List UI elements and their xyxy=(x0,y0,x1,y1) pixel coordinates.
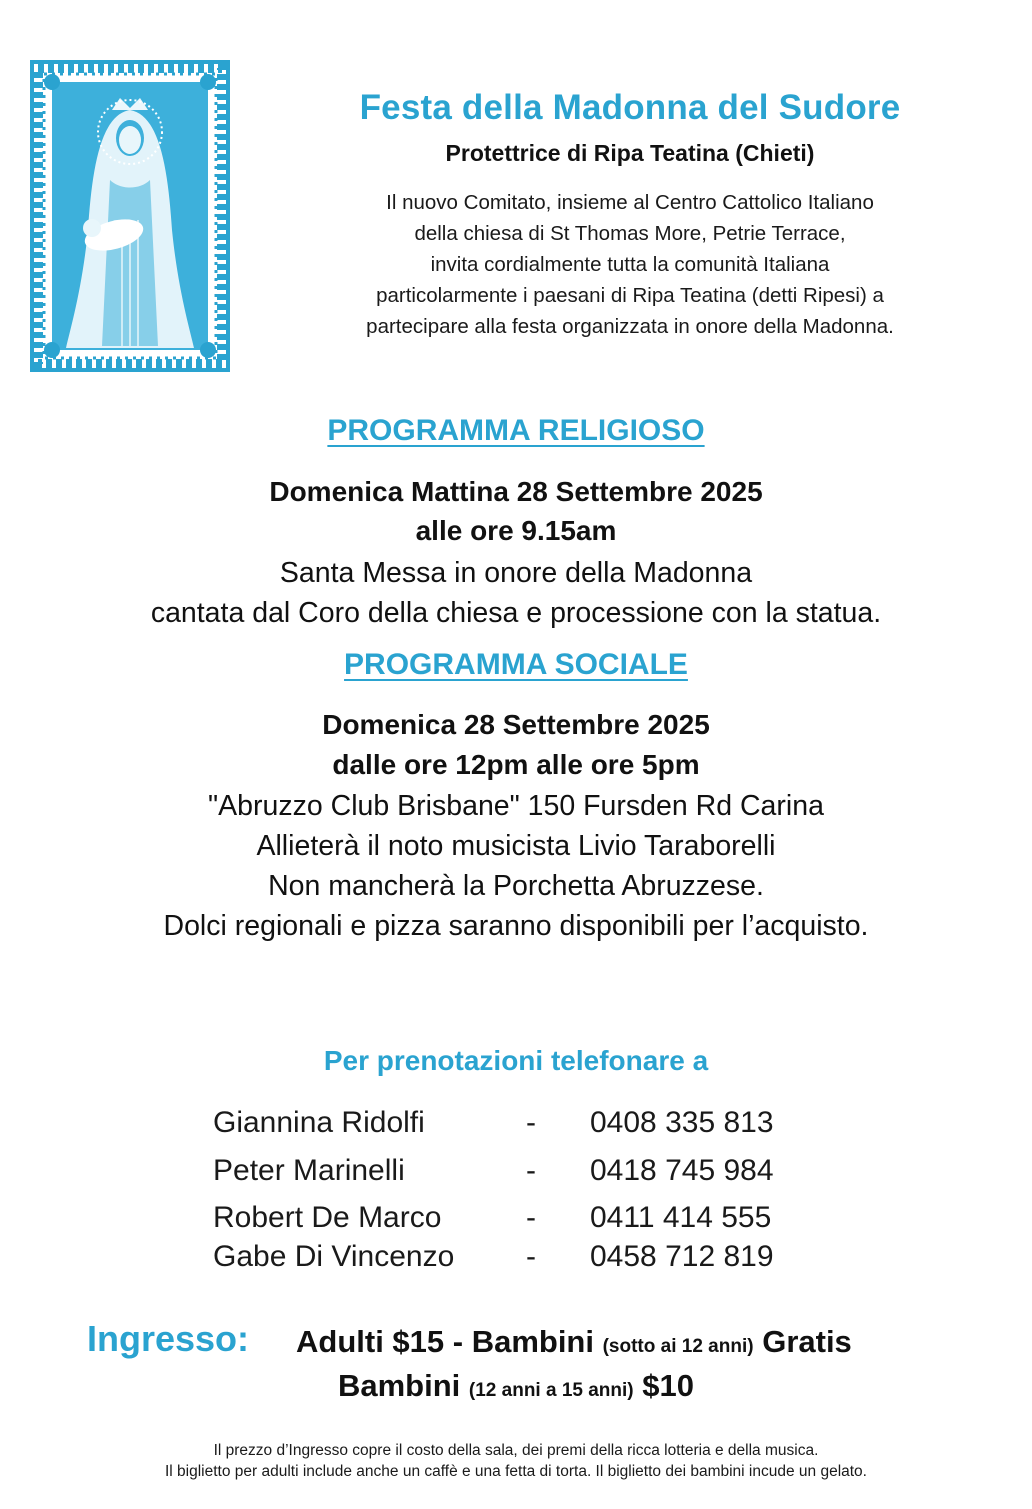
footnote-line: Il prezzo d’Ingresso copre il costo della sala, dei premi della ricca lotteria e della musica. xyxy=(213,1442,819,1459)
contact-row xyxy=(213,1240,833,1280)
contact-name: Gabe Di Vincenzo xyxy=(213,1240,455,1273)
religious-time: alle ore 9.15am xyxy=(415,515,617,546)
social-description xyxy=(0,786,1032,946)
contact-phone[interactable]: 0458 712 819 xyxy=(590,1240,774,1273)
adult-price: Adulti $15 - Bambini xyxy=(296,1324,594,1359)
religious-program-heading-text: PROGRAMMA RELIGIOSO xyxy=(327,414,705,447)
social-program-heading xyxy=(0,648,1032,682)
social-desc-line: "Abruzzo Club Brisbane" 150 Fursden Rd Carina xyxy=(208,790,824,822)
intro-line: partecipare alla festa organizzata in onore della Madonna. xyxy=(366,315,894,338)
booking-title: Per prenotazioni telefonare a xyxy=(323,1045,709,1076)
event-title: Festa della Madonna del Sudore xyxy=(359,88,901,127)
contact-row xyxy=(213,1201,833,1241)
header-block xyxy=(270,88,990,342)
religious-desc-line: Santa Messa in onore della Madonna xyxy=(279,557,753,589)
teen-label: Bambini xyxy=(337,1368,461,1403)
teen-admission-line xyxy=(0,1368,1032,1404)
contact-name: Giannina Ridolfi xyxy=(213,1106,425,1139)
under12-note: (sotto ai 12 anni) xyxy=(602,1336,754,1357)
social-desc-line: Non mancherà la Porchetta Abruzzese. xyxy=(268,870,764,902)
contact-row xyxy=(213,1106,833,1146)
teen-price: $10 xyxy=(642,1368,694,1403)
intro-line: invita cordialmente tutta la comunità Italiana xyxy=(430,253,830,276)
contact-phone[interactable]: 0418 745 984 xyxy=(590,1154,774,1187)
contact-row xyxy=(213,1154,833,1194)
intro-line: Il nuovo Comitato, insieme al Centro Cattolico Italiano xyxy=(386,191,874,214)
contact-separator: - xyxy=(526,1154,536,1187)
under12-price: Gratis xyxy=(762,1324,852,1359)
teen-note: (12 anni a 15 anni) xyxy=(468,1380,634,1401)
footnote xyxy=(0,1440,1032,1482)
religious-desc-line: cantata dal Coro della chiesa e processione con la statua. xyxy=(150,597,882,629)
contact-name: Peter Marinelli xyxy=(213,1154,405,1187)
admission-prices xyxy=(296,1324,852,1360)
intro-text xyxy=(270,187,990,342)
social-time: dalle ore 12pm alle ore 5pm xyxy=(332,749,700,780)
contact-separator: - xyxy=(526,1106,536,1139)
religious-date: Domenica Mattina 28 Settembre 2025 xyxy=(269,476,763,507)
footnote-line: Il biglietto per adulti include anche un caffè e una fetta di torta. Il biglietto dei bambini incude un gelato. xyxy=(165,1463,867,1480)
religious-description xyxy=(0,553,1032,633)
contact-phone[interactable]: 0408 335 813 xyxy=(590,1106,774,1139)
contact-name: Robert De Marco xyxy=(213,1201,442,1234)
contact-separator: - xyxy=(526,1201,536,1234)
event-subtitle: Protettrice di Ripa Teatina (Chieti) xyxy=(445,140,815,166)
social-desc-line: Allieterà il noto musicista Livio Taraborelli xyxy=(256,830,776,862)
intro-line: particolarmente i paesani di Ripa Teatina (detti Ripesi) a xyxy=(376,284,884,307)
admission-label: Ingresso: xyxy=(87,1318,250,1359)
contact-phone[interactable]: 0411 414 555 xyxy=(590,1201,772,1234)
madonna-image xyxy=(30,60,230,372)
contact-separator: - xyxy=(526,1240,536,1273)
intro-line: della chiesa di St Thomas More, Petrie Terrace, xyxy=(414,222,846,245)
social-program-heading-text: PROGRAMMA SOCIALE xyxy=(344,648,688,681)
religious-program-heading xyxy=(0,414,1032,448)
social-date: Domenica 28 Settembre 2025 xyxy=(322,709,710,740)
social-desc-line: Dolci regionali e pizza saranno disponibili per l’acquisto. xyxy=(163,910,869,942)
